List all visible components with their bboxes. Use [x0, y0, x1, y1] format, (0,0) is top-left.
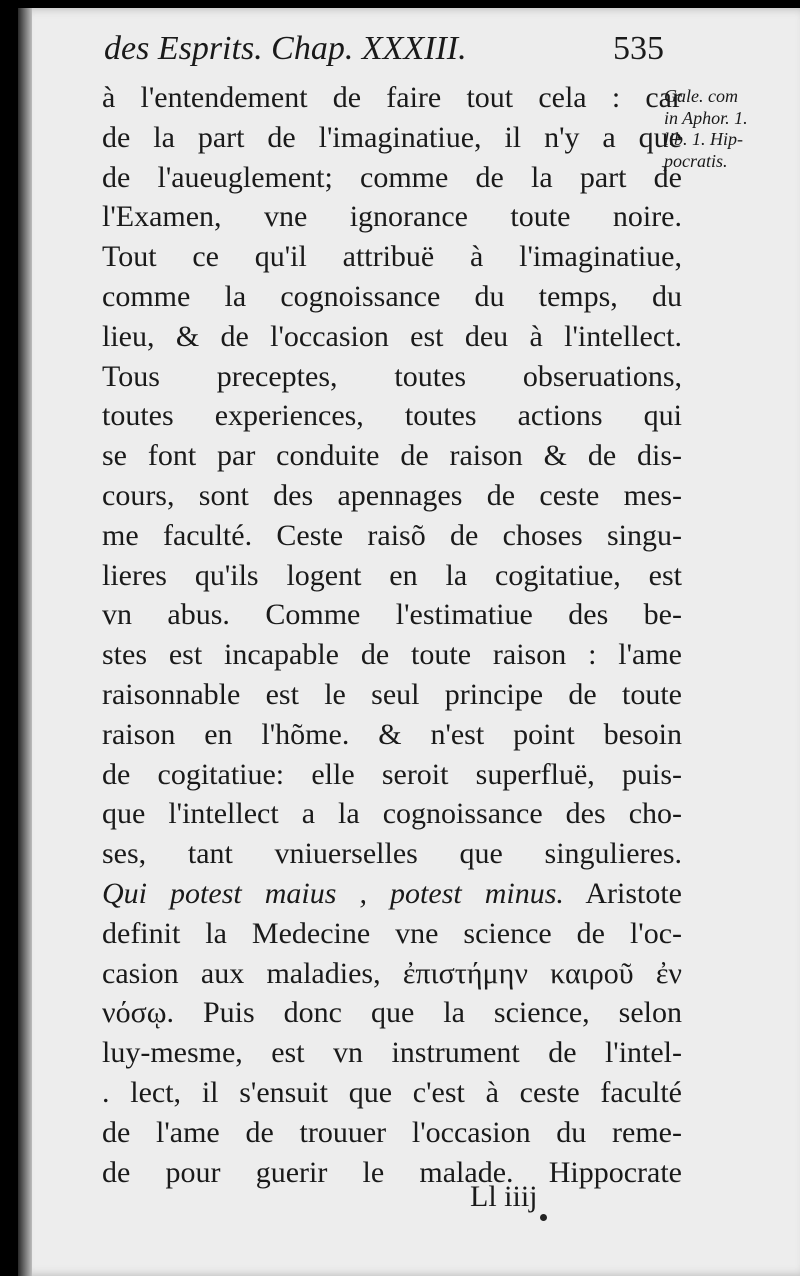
text-line: de pour guerir le malade. Hippocrate: [102, 1155, 682, 1189]
text-line: de la part de l'imaginatiue, il n'y a que: [102, 120, 682, 154]
text-line: de l'ame de trouuer l'occasion du reme-: [102, 1115, 682, 1149]
page-gutter-shadow: [18, 8, 32, 1276]
signature-mark: Ll iiij: [470, 1180, 538, 1213]
text-line: raisonnable est le seul principe de toute: [102, 677, 682, 711]
running-head: [104, 30, 664, 74]
text-line: stes est incapable de toute raison : l'ame: [102, 638, 682, 672]
margin-note-line: pocratis.: [664, 150, 728, 171]
text-line: definit la Medecine vne science de l'oc-: [102, 916, 682, 950]
text-line: se font par conduite de raison & de dis-: [102, 439, 682, 473]
text-line: Tout ce qu'il attribuë à l'imaginatiue,: [102, 240, 682, 274]
body-text: [102, 78, 682, 1192]
text-line: de cogitatiue: elle seroit superfluë, puis-: [102, 757, 682, 791]
text-line: cours, sont des apennages de ceste mes-: [102, 478, 682, 512]
text-line: à l'entendement de faire tout cela : car: [102, 81, 682, 114]
text-line: vn abus. Comme l'estimatiue des be-: [102, 598, 682, 632]
margin-note: [664, 86, 778, 172]
margin-note-line: lib. 1. Hip-: [664, 129, 743, 149]
text-line: ses, tant vniuerselles que singulieres.: [102, 837, 682, 871]
text-line: νόσῳ. Puis donc que la science, selon: [102, 996, 682, 1030]
text-line: Tous preceptes, toutes obseruations,: [102, 359, 682, 393]
ink-blot: [540, 1214, 547, 1221]
page-number: 535: [613, 30, 664, 67]
text-line: l'Examen, vne ignorance toute noire.: [102, 200, 682, 234]
margin-note-line: Gale. com: [664, 86, 738, 106]
text-line: raison en l'hõme. & n'est point besoin: [102, 717, 682, 751]
text-line: que l'intellect a la cognoissance des cho-: [102, 797, 682, 831]
text-line-mixed: [102, 874, 682, 914]
text-line: lieu, & de l'occasion est deu à l'intellect.: [102, 319, 682, 353]
text-roman: Aristote: [585, 876, 682, 910]
margin-note-line: in Aphor. 1.: [664, 107, 748, 128]
text-line: de l'aueuglement; comme de la part de: [102, 160, 682, 194]
text-line: me faculté. Ceste raisõ de choses singu-: [102, 518, 682, 552]
text-line: comme la cognoissance du temps, du: [102, 279, 682, 313]
text-line: . lect, il s'ensuit que c'est à ceste faculté: [102, 1075, 682, 1109]
text-line: toutes experiences, toutes actions qui: [102, 399, 682, 433]
text-line: luy-mesme, est vn instrument de l'intel-: [102, 1036, 682, 1070]
italic-quote: Qui potest maius , potest minus.: [102, 876, 564, 910]
text-line: casion aux maladies, ἐπιστήμην καιροῦ ἐν: [102, 956, 682, 990]
text-line: lieres qu'ils logent en la cogitatiue, est: [102, 558, 682, 592]
running-head-title: des Esprits. Chap. XXXIII.: [104, 30, 467, 67]
